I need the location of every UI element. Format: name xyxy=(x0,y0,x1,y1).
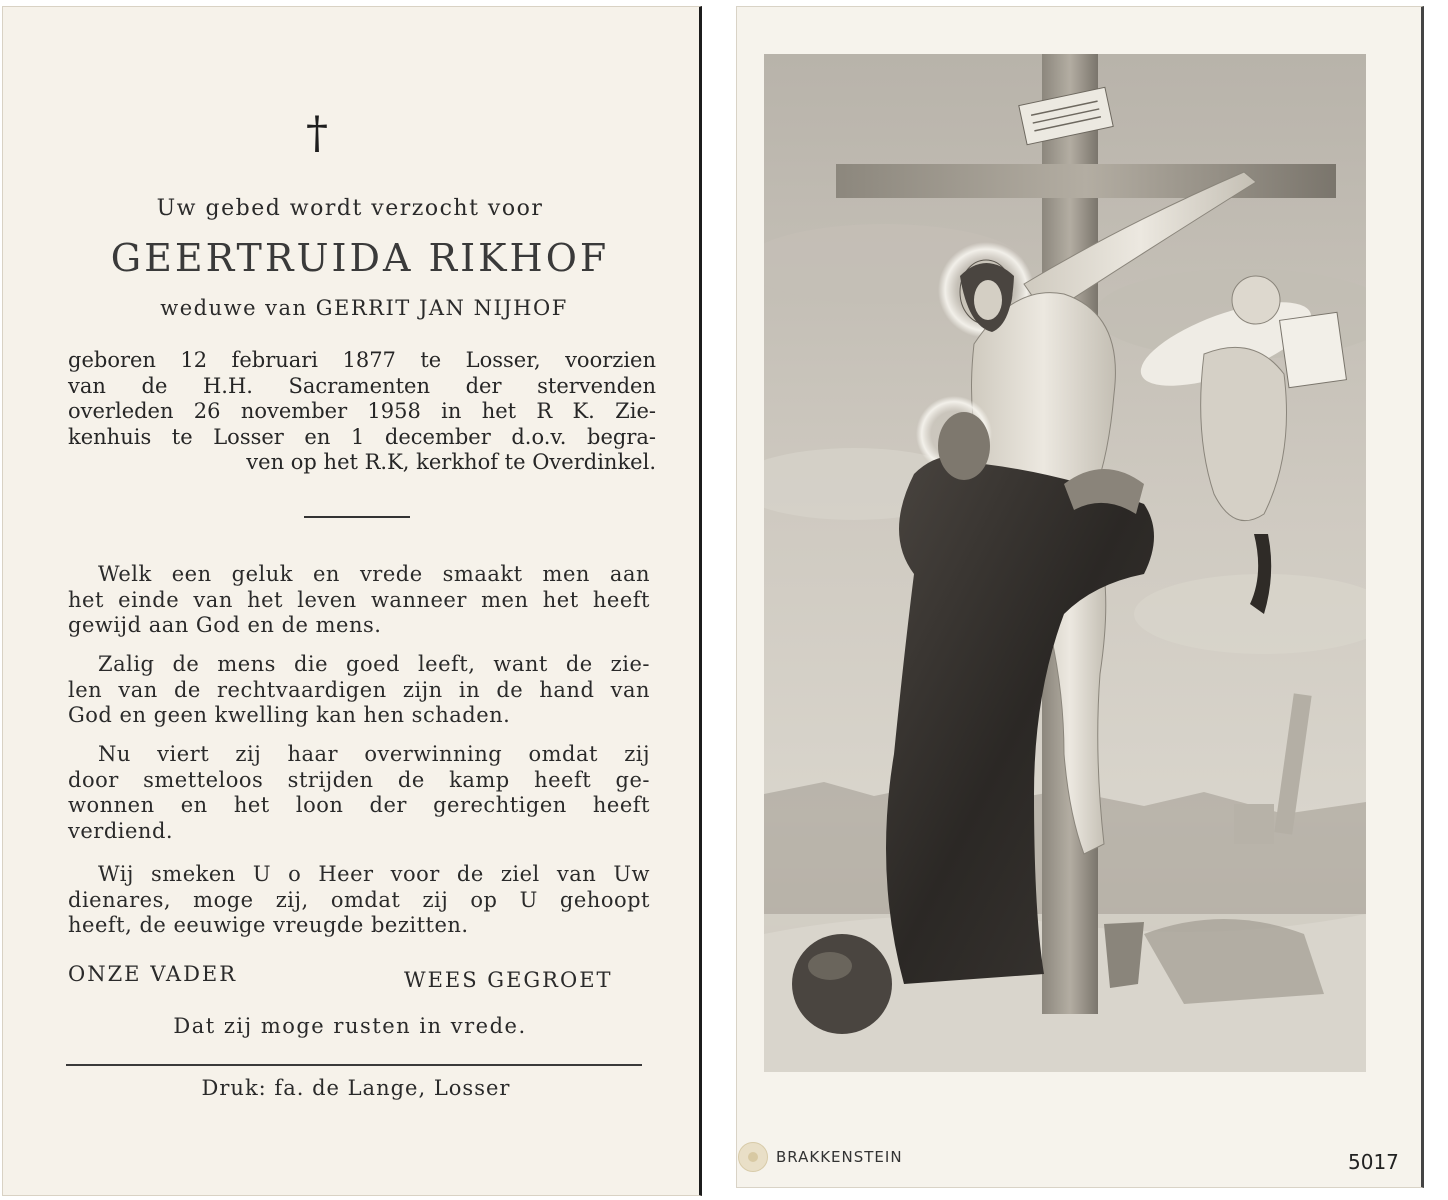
prayer-our-father: ONZE VADER xyxy=(68,962,238,986)
bio-line: ven op het R.K, kerkhof te Overdinkel. xyxy=(246,450,656,474)
verse-line: len van de rechtvaardigen zijn in de hand van xyxy=(68,677,650,702)
printer-credit: Druk: fa. de Lange, Losser xyxy=(201,1076,511,1100)
divider xyxy=(304,516,410,518)
globe xyxy=(792,934,892,1034)
saint-francis-head xyxy=(938,412,990,480)
bio-line: geboren 12 februari 1877 te Losser, voorzien xyxy=(68,348,656,372)
verse-line: heeft, de eeuwige vreugde bezitten. xyxy=(68,913,469,937)
verse-line: Welk een geluk en vrede smaakt men aan xyxy=(98,562,650,586)
bio-line: kenhuis te Losser en 1 december d.o.v. begra- xyxy=(68,424,656,449)
verse-line: Zalig de mens die goed leeft, want de zie- xyxy=(98,652,650,676)
verse-line: gewijd aan God en de mens. xyxy=(68,613,382,637)
cross-icon: † xyxy=(306,108,328,159)
prayer-request: Uw gebed wordt verzocht voor xyxy=(156,196,544,221)
verse-paragraph xyxy=(68,862,650,939)
card-number: 5017 xyxy=(1348,1150,1399,1174)
rest-in-peace: Dat zij moge rusten in vrede. xyxy=(173,1014,527,1038)
verse-line: verdiend. xyxy=(68,818,174,843)
bio-line: overleden 26 november 1958 in het R K. Zie- xyxy=(68,399,656,423)
publisher-logo-icon xyxy=(738,1142,768,1172)
prayer-hail-mary: WEES GEGROET xyxy=(404,968,613,992)
deceased-name: GEERTRUIDA RIKHOF xyxy=(110,236,610,280)
verse-paragraph xyxy=(68,742,650,844)
crucifixion-artwork xyxy=(764,54,1366,1072)
verse-paragraph xyxy=(68,562,650,639)
cross-horizontal-beam xyxy=(836,164,1336,198)
verse-line: Nu viert zij haar overwinning omdat zij xyxy=(98,742,650,766)
vase xyxy=(1104,922,1144,988)
verse-line: door smetteloos strijden de kamp heeft ge- xyxy=(68,767,650,792)
biography xyxy=(68,348,656,476)
divider xyxy=(66,1064,642,1066)
verse-line: Wij smeken U o Heer voor de ziel van Uw xyxy=(98,862,650,886)
verse-line: God en geen kwelling kan hen schaden. xyxy=(68,703,511,727)
publisher-name: BRAKKENSTEIN xyxy=(776,1148,903,1166)
verse-line: dienares, moge zij, omdat zij op U gehoopt xyxy=(68,887,650,912)
verse-paragraph xyxy=(68,652,650,729)
widow-of-line: weduwe van GERRIT JAN NIJHOF xyxy=(160,296,568,320)
verse-line: wonnen en het loon der gerechtigen heeft xyxy=(68,793,650,817)
bio-line: van de H.H. Sacramenten der stervenden xyxy=(68,373,656,398)
verse-line: het einde van het leven wanneer men het heeft xyxy=(68,587,650,612)
